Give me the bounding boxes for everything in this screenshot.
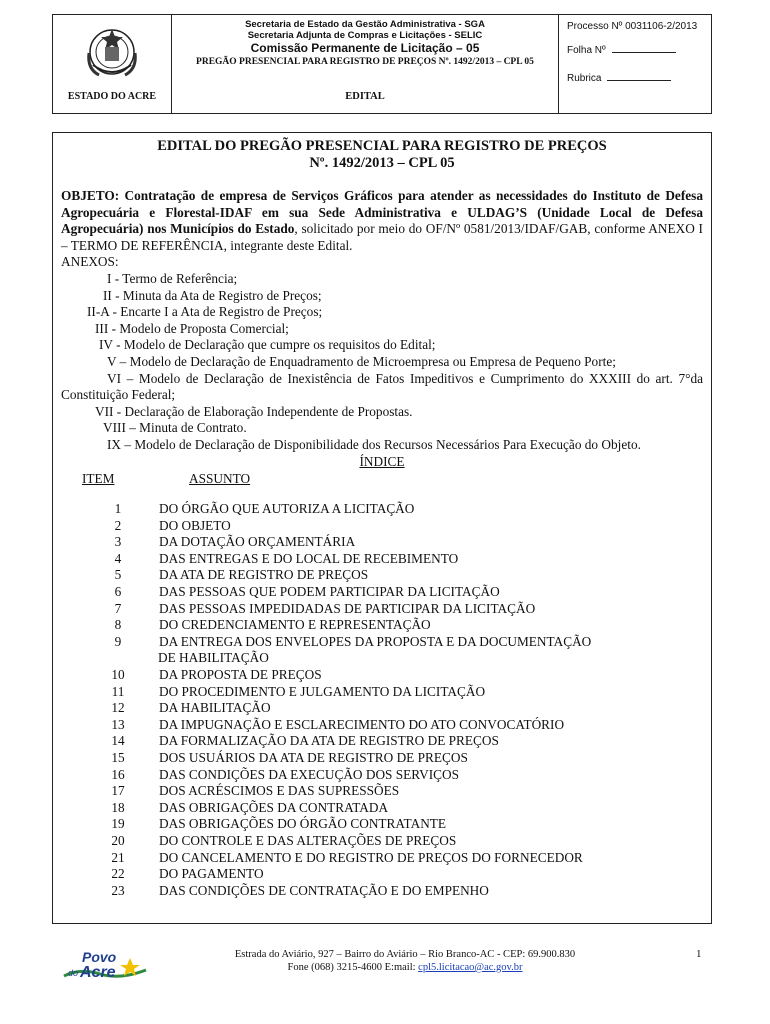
indice-item-subject: DA ATA DE REGISTRO DE PREÇOS [159, 567, 369, 583]
indice-item-number: 12 [111, 700, 125, 716]
edital-main-box [52, 132, 712, 924]
indice-row [61, 601, 703, 618]
edital-body [61, 188, 703, 899]
indice-row-continuation [61, 650, 703, 667]
indice-item-subject: DOS ACRÉSCIMOS E DAS SUPRESSÕES [159, 783, 400, 799]
indice-item-number: 19 [111, 816, 125, 832]
indice-item-subject: DAS CONDIÇÕES DE CONTRATAÇÃO E DO EMPENHO [159, 882, 489, 898]
indice-row [61, 551, 703, 568]
rubrica-blank [607, 80, 671, 81]
rubrica-label: Rubrica [567, 73, 602, 84]
indice-item-subject: DA ENTREGA DOS ENVELOPES DA PROPOSTA E DA DOCUMENTAÇÃO [159, 633, 592, 649]
comissao-line: Comissão Permanente de Licitação – 05 [250, 41, 480, 55]
indice-col-assunto: ASSUNTO [189, 471, 251, 487]
indice-row [61, 733, 703, 750]
indice-item-subject: DA FORMALIZAÇÃO DA ATA DE REGISTRO DE PREÇOS [159, 733, 499, 749]
indice-item-number: 4 [114, 550, 122, 566]
indice-row [61, 684, 703, 701]
indice-row [61, 634, 703, 651]
svg-text:Povo: Povo [82, 949, 117, 965]
anexo-item: VII - Declaração de Elaboração Independente de Propostas. [95, 403, 413, 419]
indice-item-subject: DAS OBRIGAÇÕES DA CONTRATADA [159, 799, 389, 815]
document-header [52, 14, 712, 114]
footer-phone: Fone (068) 3215-4600 E:mail: [287, 962, 416, 973]
indice-item-subject: DA HABILITAÇÃO [159, 700, 271, 716]
svg-text:do: do [68, 968, 79, 978]
indice-item-number: 15 [111, 750, 125, 765]
indice-item-subject: DO PROCEDIMENTO E JULGAMENTO DA LICITAÇÃO [159, 683, 486, 699]
indice-row [61, 767, 703, 784]
indice-col-item: ITEM [82, 471, 115, 487]
indice-item-number: 3 [114, 534, 122, 550]
indice-item-subject: DO ÓRGÃO QUE AUTORIZA A LICITAÇÃO [159, 501, 415, 517]
page-number: 1 [696, 948, 702, 960]
indice-item-number: 14 [111, 733, 125, 749]
indice-item-number: 8 [114, 617, 122, 633]
pregao-line: PREGÃO PRESENCIAL PARA REGISTRO DE PREÇOS Nº. 1492/2013 – CPL 05 [196, 57, 534, 67]
indice-list [61, 501, 703, 899]
svg-text:Acre: Acre [80, 964, 116, 981]
indice-item-subject: DAS PESSOAS QUE PODEM PARTICIPAR DA LICITAÇÃO [159, 584, 500, 600]
indice-row [61, 567, 703, 584]
anexo-item: II-A - Encarte I a Ata de Registro de Preços; [87, 304, 323, 320]
footer-contact [175, 948, 635, 974]
folha-blank [612, 52, 676, 53]
footer-email-link[interactable]: cpl5.licitacao@ac.gov.br [418, 962, 523, 973]
indice-item-subject: DA IMPUGNAÇÃO E ESCLARECIMENTO DO ATO CONVOCATÓRIO [159, 716, 565, 732]
footer-phone-line [175, 961, 635, 974]
indice-item-subject: DA PROPOSTA DE PREÇOS [159, 667, 322, 683]
secretaria-line: Secretaria de Estado da Gestão Administrativa - SGA [245, 19, 485, 30]
indice-item-number: 17 [111, 783, 125, 799]
indice-item-subject: DAS OBRIGAÇÕES DO ÓRGÃO CONTRATANTE [159, 816, 447, 832]
indice-row [61, 866, 703, 883]
indice-item-subject-cont: DE HABILITAÇÃO [158, 650, 269, 666]
objeto-rest: , solicitado por meio do OF/Nº 0581/2013/IDAF/GAB, conforme ANEXO I – TERMO DE REFERÊNCIA, integrante deste Edital. [61, 221, 703, 253]
header-center [172, 15, 559, 113]
indice-row [61, 534, 703, 551]
anexo-item: VI – Modelo de Declaração de Inexistência de Fatos Impeditivos e Cumprimento do XXXIII do art. 7°da Constituição Federal; [61, 370, 703, 403]
indice-item-number: 16 [111, 766, 125, 782]
indice-item-number: 21 [111, 849, 125, 865]
edital-label: EDITAL [345, 91, 385, 102]
indice-item-number: 11 [111, 683, 125, 699]
indice-row [61, 833, 703, 850]
indice-item-number: 5 [114, 567, 122, 583]
anexo-item: IV - Modelo de Declaração que cumpre os requisitos do Edital; [99, 337, 436, 353]
objeto-bold: OBJETO: Contratação de empresa de Serviços Gráficos para atender as necessidades do Instituto de Defesa Agropecuária e Florestal-IDAF em sua Sede Administrativa e ULDAG’S (Unidade Local de Defesa Agropecuária) nos Municípios do Estado [61, 188, 703, 237]
anexo-item: IX – Modelo de Declaração de Disponibilidade dos Recursos Necessários Para Execução do Objeto. [107, 436, 641, 452]
indice-item-number: 13 [111, 716, 125, 732]
state-name: ESTADO DO ACRE [67, 91, 157, 102]
povo-do-acre-logo-icon [60, 946, 150, 984]
indice-item-subject: DO PAGAMENTO [159, 866, 264, 882]
anexo-item: I - Termo de Referência; [107, 270, 238, 286]
indice-item-number: 1 [114, 501, 122, 517]
anexos-label: ANEXOS: [61, 254, 119, 270]
indice-row [61, 617, 703, 634]
indice-row [61, 584, 703, 601]
anexo-item: III - Modelo de Proposta Comercial; [95, 320, 289, 336]
acre-coat-of-arms-icon [83, 25, 141, 83]
objeto-paragraph [61, 188, 703, 254]
indice-row [61, 700, 703, 717]
indice-row [61, 800, 703, 817]
indice-row [61, 518, 703, 535]
indice-item-number: 20 [111, 832, 125, 848]
processo-number: Processo Nº 0031106-2/2013 [567, 21, 698, 32]
indice-row [61, 667, 703, 684]
indice-item-subject: DOS USUÁRIOS DA ATA DE REGISTRO DE PREÇOS [159, 750, 468, 765]
secretaria-adjunta-line: Secretaria Adjunta de Compras e Licitações - SELIC [247, 30, 483, 41]
indice-row [61, 501, 703, 518]
anexo-item: II - Minuta da Ata de Registro de Preços; [103, 287, 322, 303]
document-footer [0, 946, 770, 1016]
indice-item-subject: DAS ENTREGAS E DO LOCAL DE RECEBIMENTO [159, 550, 459, 566]
indice-row [61, 850, 703, 867]
indice-item-number: 7 [114, 600, 122, 616]
rubrica-field [567, 73, 711, 97]
indice-item-subject: DO CREDENCIAMENTO E REPRESENTAÇÃO [159, 617, 431, 633]
indice-header [61, 471, 703, 501]
indice-row [61, 783, 703, 800]
edital-title-line2: Nº. 1492/2013 – CPL 05 [309, 155, 455, 171]
edital-title [53, 138, 711, 172]
indice-row [61, 816, 703, 833]
indice-row [61, 883, 703, 900]
anexo-item: V – Modelo de Declaração de Enquadramento de Microempresa ou Empresa de Pequeno Porte; [107, 353, 616, 369]
anexo-item: VIII – Minuta de Contrato. [103, 420, 247, 436]
indice-item-subject: DO OBJETO [159, 517, 231, 533]
footer-address: Estrada do Aviário, 927 – Bairro do Aviário – Rio Branco-AC - CEP: 69.900.830 [234, 949, 576, 960]
folha-label: Folha Nº [567, 45, 606, 56]
indice-item-subject: DA DOTAÇÃO ORÇAMENTÁRIA [159, 534, 356, 550]
header-logo-cell [53, 15, 172, 113]
indice-item-number: 22 [111, 866, 125, 882]
edital-title-line1: EDITAL DO PREGÃO PRESENCIAL PARA REGISTRO DE PREÇOS [157, 138, 607, 154]
indice-title: ÍNDICE [359, 453, 405, 469]
indice-item-number: 2 [114, 517, 122, 533]
indice-row [61, 750, 703, 767]
indice-item-subject: DAS PESSOAS IMPEDIDADAS DE PARTICIPAR DA LICITAÇÃO [159, 600, 536, 616]
indice-item-subject: DO CANCELAMENTO E DO REGISTRO DE PREÇOS DO FORNECEDOR [159, 849, 583, 865]
indice-item-subject: DO CONTROLE E DAS ALTERAÇÕES DE PREÇOS [159, 832, 457, 848]
indice-item-subject: DAS CONDIÇÕES DA EXECUÇÃO DOS SERVIÇOS [159, 766, 459, 782]
indice-item-number: 10 [111, 667, 125, 683]
folha-field [567, 45, 711, 69]
indice-item-number: 6 [114, 584, 122, 600]
indice-item-number: 9 [114, 633, 122, 649]
header-process-info [559, 15, 711, 113]
indice-item-number: 23 [111, 882, 125, 898]
indice-row [61, 717, 703, 734]
indice-item-number: 18 [111, 799, 125, 815]
